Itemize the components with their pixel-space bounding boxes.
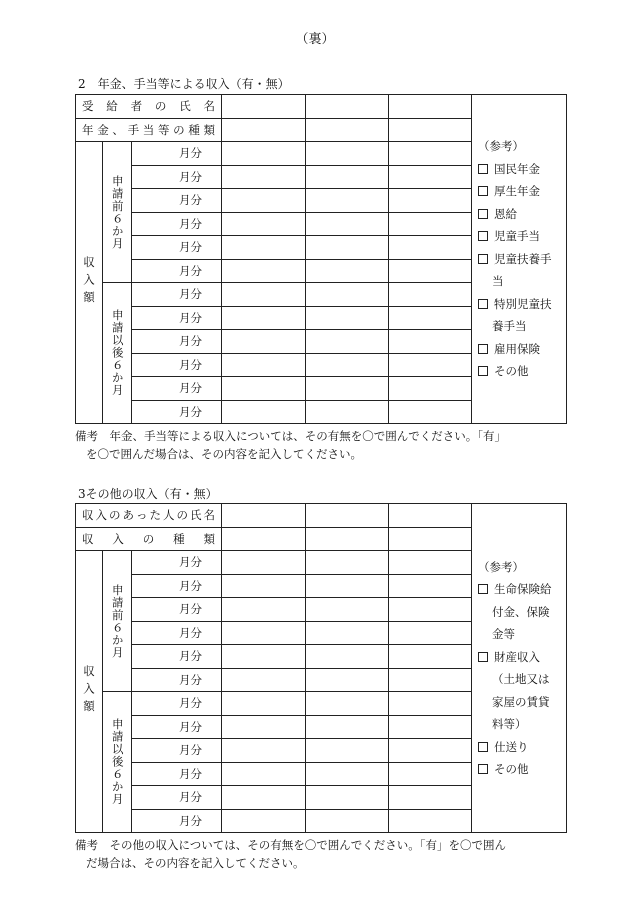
note-text: 備考 その他の収入については、その有無を〇で囲んでください。「有」を〇で囲ん	[75, 838, 507, 852]
amount-cell[interactable]	[389, 739, 472, 763]
note-text: だ場合は、その内容を記入してください。	[86, 856, 305, 870]
month-label: 月分	[132, 668, 222, 692]
checkbox-icon[interactable]	[478, 742, 488, 752]
section-2-table	[75, 94, 567, 424]
month-label: 月分	[132, 551, 222, 575]
income-type-cell[interactable]	[306, 527, 389, 551]
amount-cell[interactable]	[306, 739, 389, 763]
checkbox-icon[interactable]	[478, 299, 488, 309]
amount-cell[interactable]	[389, 574, 472, 598]
amount-cell[interactable]	[306, 692, 389, 716]
amount-cell[interactable]	[222, 551, 306, 575]
amount-cell[interactable]	[389, 306, 472, 330]
month-label: 月分	[132, 400, 222, 424]
amount-cell[interactable]	[306, 786, 389, 810]
reference-title: （参考）	[478, 139, 525, 154]
amount-cell[interactable]	[222, 330, 306, 354]
amount-cell[interactable]	[389, 330, 472, 354]
amount-cell[interactable]	[222, 645, 306, 669]
after-application-label: 申請以後６か月	[103, 692, 132, 833]
reference-item: 恩給	[478, 203, 560, 226]
month-label: 月分	[132, 353, 222, 377]
month-label: 月分	[132, 330, 222, 354]
before-application-label: 申請前６か月	[103, 551, 132, 692]
amount-cell[interactable]	[222, 762, 306, 786]
month-label: 月分	[132, 189, 222, 213]
amount-cell[interactable]	[306, 645, 389, 669]
reference-panel	[472, 95, 567, 424]
amount-cell[interactable]	[306, 598, 389, 622]
amount-cell[interactable]	[222, 142, 306, 166]
month-label: 月分	[132, 306, 222, 330]
month-label: 月分	[132, 692, 222, 716]
reference-item: 財産収入（土地又は家屋の賃貸料等）	[478, 646, 560, 736]
checkbox-icon[interactable]	[478, 652, 488, 662]
section-3-table	[75, 503, 567, 833]
amount-cell[interactable]	[306, 715, 389, 739]
month-label: 月分	[132, 715, 222, 739]
income-amount-label: 収入額	[76, 551, 103, 833]
amount-cell[interactable]	[222, 165, 306, 189]
month-label: 月分	[132, 621, 222, 645]
amount-cell[interactable]	[222, 715, 306, 739]
amount-cell[interactable]	[389, 668, 472, 692]
section-2-heading: 2 年金、手当等による収入（有・無）	[78, 77, 290, 91]
reference-item: 仕送り	[478, 736, 560, 759]
amount-cell[interactable]	[389, 551, 472, 575]
amount-cell[interactable]	[306, 621, 389, 645]
amount-cell[interactable]	[222, 283, 306, 307]
month-label: 月分	[132, 574, 222, 598]
reference-item: 国民年金	[478, 158, 560, 181]
amount-cell[interactable]	[389, 236, 472, 260]
amount-cell[interactable]	[222, 739, 306, 763]
amount-cell[interactable]	[222, 400, 306, 424]
amount-cell[interactable]	[222, 809, 306, 833]
amount-cell[interactable]	[306, 283, 389, 307]
amount-cell[interactable]	[389, 377, 472, 401]
pension-type-label: 年金、手当等の種類	[76, 118, 222, 142]
amount-cell[interactable]	[389, 809, 472, 833]
month-label: 月分	[132, 739, 222, 763]
recipient-name-cell[interactable]	[306, 95, 389, 119]
amount-cell[interactable]	[222, 786, 306, 810]
amount-cell[interactable]	[306, 377, 389, 401]
pension-type-cell[interactable]	[389, 118, 472, 142]
amount-cell[interactable]	[222, 574, 306, 598]
checkbox-icon[interactable]	[478, 186, 488, 196]
amount-cell[interactable]	[306, 259, 389, 283]
amount-cell[interactable]	[222, 621, 306, 645]
month-label: 月分	[132, 809, 222, 833]
amount-cell[interactable]	[222, 692, 306, 716]
earner-name-cell[interactable]	[222, 504, 306, 528]
earner-name-cell[interactable]	[306, 504, 389, 528]
amount-cell[interactable]	[389, 715, 472, 739]
note-text: を〇で囲んだ場合は、その内容を記入してください。	[86, 447, 362, 461]
checkbox-icon[interactable]	[478, 366, 488, 376]
reference-item: その他	[478, 758, 560, 781]
amount-cell[interactable]	[222, 189, 306, 213]
month-label: 月分	[132, 786, 222, 810]
reference-item: 児童手当	[478, 225, 560, 248]
reference-item: 厚生年金	[478, 180, 560, 203]
month-label: 月分	[132, 283, 222, 307]
checkbox-icon[interactable]	[478, 164, 488, 174]
amount-cell[interactable]	[306, 353, 389, 377]
amount-cell[interactable]	[306, 189, 389, 213]
pension-type-cell[interactable]	[222, 118, 306, 142]
earner-name-cell[interactable]	[389, 504, 472, 528]
amount-cell[interactable]	[389, 692, 472, 716]
amount-cell[interactable]	[389, 189, 472, 213]
amount-cell[interactable]	[389, 165, 472, 189]
amount-cell[interactable]	[389, 645, 472, 669]
month-label: 月分	[132, 142, 222, 166]
amount-cell[interactable]	[389, 598, 472, 622]
income-type-cell[interactable]	[389, 527, 472, 551]
month-label: 月分	[132, 645, 222, 669]
reference-panel	[472, 504, 567, 833]
month-label: 月分	[132, 259, 222, 283]
checkbox-icon[interactable]	[478, 254, 488, 264]
pension-type-cell[interactable]	[306, 118, 389, 142]
amount-cell[interactable]	[306, 142, 389, 166]
note-text: 備考 年金、手当等による収入については、その有無を〇で囲んでください。「有」	[75, 429, 507, 443]
amount-cell[interactable]	[222, 306, 306, 330]
section-2-note	[75, 427, 570, 463]
checkbox-icon[interactable]	[478, 231, 488, 241]
earner-name-label: 収入のあった人の氏名	[76, 504, 222, 528]
after-application-label: 申請以後６か月	[103, 283, 132, 424]
amount-cell[interactable]	[222, 377, 306, 401]
amount-cell[interactable]	[306, 574, 389, 598]
amount-cell[interactable]	[222, 212, 306, 236]
income-amount-label: 収入額	[76, 142, 103, 424]
amount-cell[interactable]	[389, 259, 472, 283]
amount-cell[interactable]	[389, 621, 472, 645]
recipient-name-cell[interactable]	[222, 95, 306, 119]
reference-item: 特別児童扶養手当	[478, 293, 560, 338]
amount-cell[interactable]	[306, 165, 389, 189]
income-type-cell[interactable]	[222, 527, 306, 551]
amount-cell[interactable]	[306, 809, 389, 833]
reference-item: 児童扶養手当	[478, 248, 560, 293]
amount-cell[interactable]	[222, 598, 306, 622]
amount-cell[interactable]	[222, 353, 306, 377]
amount-cell[interactable]	[306, 212, 389, 236]
amount-cell[interactable]	[389, 762, 472, 786]
amount-cell[interactable]	[222, 236, 306, 260]
reference-item: 生命保険給付金、保険金等	[478, 578, 560, 646]
amount-cell[interactable]	[222, 668, 306, 692]
month-label: 月分	[132, 598, 222, 622]
checkbox-icon[interactable]	[478, 764, 488, 774]
section-3-note	[75, 836, 570, 872]
month-label: 月分	[132, 377, 222, 401]
page-title: （裏）	[295, 32, 335, 47]
checkbox-icon[interactable]	[478, 584, 488, 594]
amount-cell[interactable]	[389, 142, 472, 166]
amount-cell[interactable]	[389, 400, 472, 424]
recipient-name-label: 受給者の氏名	[76, 95, 222, 119]
amount-cell[interactable]	[306, 236, 389, 260]
checkbox-icon[interactable]	[478, 344, 488, 354]
reference-item: 雇用保険	[478, 338, 560, 361]
amount-cell[interactable]	[389, 283, 472, 307]
amount-cell[interactable]	[306, 668, 389, 692]
recipient-name-cell[interactable]	[389, 95, 472, 119]
amount-cell[interactable]	[306, 762, 389, 786]
checkbox-icon[interactable]	[478, 209, 488, 219]
reference-item: その他	[478, 360, 560, 383]
month-label: 月分	[132, 236, 222, 260]
amount-cell[interactable]	[306, 400, 389, 424]
amount-cell[interactable]	[306, 330, 389, 354]
amount-cell[interactable]	[389, 353, 472, 377]
amount-cell[interactable]	[306, 551, 389, 575]
month-label: 月分	[132, 212, 222, 236]
income-type-label: 収入の種類	[76, 527, 222, 551]
amount-cell[interactable]	[222, 259, 306, 283]
month-label: 月分	[132, 762, 222, 786]
before-application-label: 申請前６か月	[103, 142, 132, 283]
amount-cell[interactable]	[306, 306, 389, 330]
amount-cell[interactable]	[389, 212, 472, 236]
reference-title: （参考）	[478, 559, 525, 574]
section-3-heading: 3その他の収入（有・無）	[78, 487, 218, 501]
month-label: 月分	[132, 165, 222, 189]
amount-cell[interactable]	[389, 786, 472, 810]
